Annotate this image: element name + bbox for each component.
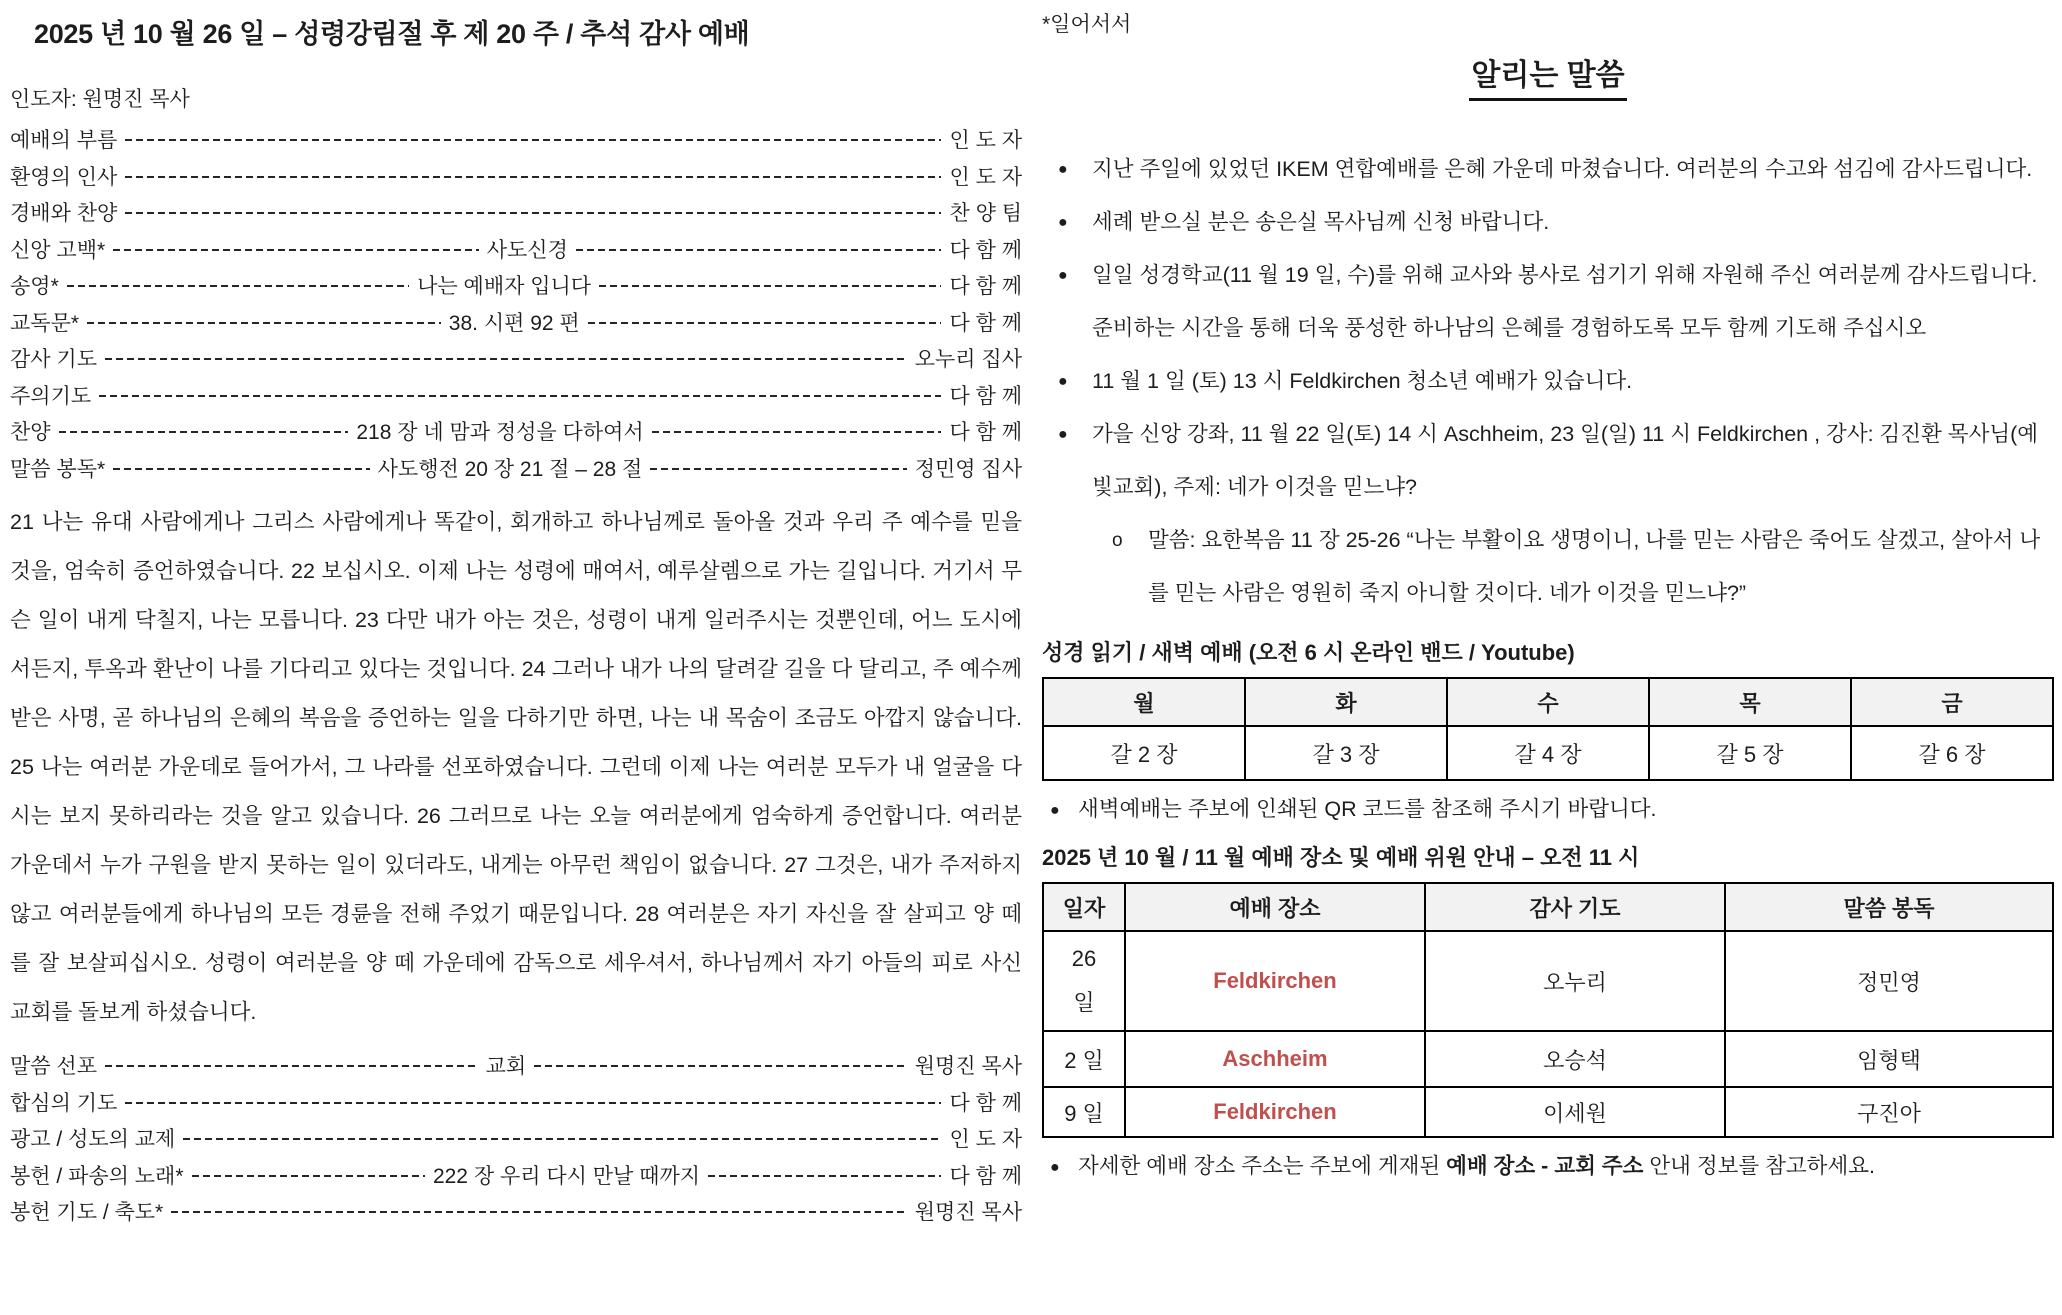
- order-item-assignee: 다 함 께: [949, 1164, 1022, 1188]
- order-item-assignee: 오누리 집사: [914, 348, 1022, 372]
- order-item-assignee: 다 함 께: [949, 421, 1022, 445]
- reading-cell: 정민영: [1725, 931, 2053, 1031]
- dash-leader: [652, 431, 942, 433]
- bulletin-title: 2025 년 10 월 26 일 – 성령강림절 후 제 20 주 / 추석 감사 예배: [34, 19, 750, 49]
- order-item-label: 송영*: [10, 275, 59, 299]
- order-item-label: 신앙 고백*: [10, 238, 106, 262]
- chapter-cell: 갈 2 장: [1043, 726, 1245, 780]
- dash-leader: [708, 1175, 941, 1177]
- dash-leader: [125, 212, 941, 214]
- announcements-heading: 알리는 말씀: [1469, 50, 1626, 101]
- chapter-cell: 갈 5 장: [1649, 726, 1851, 780]
- announcements-heading-wrap: [1042, 50, 2054, 101]
- dash-leader: [125, 1102, 941, 1104]
- bible-reading-heading: 성경 읽기 / 새벽 예배 (오전 6 시 온라인 밴드 / Youtube): [1042, 640, 1575, 665]
- order-item-label: 봉헌 / 파송의 노래*: [10, 1164, 184, 1188]
- day-header: 화: [1245, 678, 1447, 726]
- table-header-row: [1043, 883, 2053, 931]
- address-note: [1042, 1150, 2054, 1182]
- dash-leader: [171, 1211, 907, 1213]
- day-header: 목: [1649, 678, 1851, 726]
- dash-leader: [113, 249, 479, 251]
- order-item-middle: 38. 시편 92 편: [448, 311, 580, 335]
- order-item-label: 합심의 기도: [10, 1091, 118, 1115]
- order-line: [10, 158, 1022, 195]
- order-line: [10, 1084, 1022, 1121]
- announcement-item: [1042, 249, 2054, 355]
- schedule-heading: 2025 년 10 월 / 11 월 예배 장소 및 예배 위원 안내 – 오전 11 시: [1042, 845, 1640, 870]
- reading-cell: 임형택: [1725, 1031, 2053, 1087]
- order-item-assignee: 원명진 목사: [914, 1055, 1023, 1079]
- table-header-row: [1043, 678, 2053, 726]
- prayer-cell: 오누리: [1425, 931, 1725, 1031]
- dash-leader: [599, 285, 941, 287]
- order-line: [10, 121, 1022, 158]
- order-line: [10, 194, 1022, 231]
- order-item-middle: 218 장 네 맘과 정성을 다하여서: [356, 421, 644, 445]
- dash-leader: [105, 358, 907, 360]
- announcement-text: 세례 받으실 분은 송은실 목사님께 신청 바랍니다.: [1092, 210, 1550, 234]
- announcements-list: [1042, 143, 2054, 620]
- order-line: [10, 1120, 1022, 1157]
- announcement-item: [1042, 355, 2054, 408]
- address-note-post: 안내 정보를 참고하세요.: [1643, 1154, 1875, 1178]
- sub-bullet-icon: o: [1112, 530, 1123, 551]
- dash-leader: [59, 431, 349, 433]
- order-item-label: 경배와 찬양: [10, 202, 118, 226]
- dash-leader: [67, 285, 409, 287]
- order-item-label: 말씀 선포: [10, 1055, 97, 1079]
- order-item-middle: 사도행전 20 장 21 절 – 28 절: [377, 457, 643, 481]
- chapter-cell: 갈 6 장: [1851, 726, 2053, 780]
- bullet-icon: ●: [1050, 1159, 1060, 1176]
- dash-leader: [113, 468, 369, 470]
- dawn-service-note-text: 새벽예배는 주보에 인쇄된 QR 코드를 참조해 주시기 바랍니다.: [1078, 797, 1657, 821]
- place-cell: Feldkirchen: [1125, 931, 1425, 1031]
- order-line: [10, 231, 1022, 268]
- dash-leader: [105, 1065, 478, 1067]
- schedule-header: 일자: [1043, 883, 1125, 931]
- scripture-passage: 21 나는 유대 사람에게나 그리스 사람에게나 똑같이, 회개하고 하나님께로 돌아올 것과 우리 주 예수를 믿을 것을, 엄숙히 증언하였습니다. 22 보십시오. 이제 나는 성령에 매여서, 예루살렘으로 가는 길입니다. 거기서 무슨 일이 내게 닥칠지, 나는 모릅니다. 23 다만 내가 아는 것은, 성령이 내게 일러주시는 것뿐인데, 어느 도시에서든지, 투옥과 환난이 나를 기다리고 있다는 것입니다. 24 그러나 내가 나의 달려갈 길을 다 달리고, 주 예수께 받은 사명, 곧 하나님의 은혜의 복음을 증언하는 일을 다하기만 하면, 나는 내 목숨이 조금도 아깝지 않습니다. 25 나는 여러분 가운데로 들어가서, 그 나라를 선포하였습니다. 그런데 이제 나는 여러분 모두가 내 얼굴을 다시는 보지 못하리라는 것을 알고 있습니다. 26 그러므로 나는 오늘 여러분에게 엄숙하게 증언합니다. 여러분 가운데서 누가 구원을 받지 못하는 일이 있더라도, 내게는 아무런 책임이 없습니다. 27 그것은, 내가 주저하지 않고 여러분들에게 하나님의 모든 경륜을 전해 주었기 때문입니다. 28 여러분은 자기 자신을 잘 살피고 양 떼를 잘 보살피십시오. 성령이 여러분을 양 떼 가운데에 감독으로 세우셔서, 하나님께서 자기 아들의 피로 사신 교회를 돌보게 하셨습니다.: [10, 510, 1022, 1024]
- bullet-icon: ●: [1058, 426, 1068, 443]
- bible-reading-table: [1042, 677, 2054, 781]
- worship-order-list: [10, 121, 1022, 486]
- order-item-assignee: 찬 양 팀: [949, 202, 1022, 226]
- presider-line: 인도자: 원명진 목사: [10, 88, 190, 111]
- table-row: [1043, 1087, 2053, 1137]
- bullet-icon: ●: [1058, 267, 1068, 284]
- prayer-cell: 이세원: [1425, 1087, 1725, 1137]
- dash-leader: [87, 322, 441, 324]
- order-item-label: 찬양: [10, 421, 51, 445]
- table-row: [1043, 931, 2053, 1031]
- dash-leader: [99, 395, 941, 397]
- order-item-assignee: 다 함 께: [949, 275, 1022, 299]
- order-line: [10, 413, 1022, 450]
- order-item-assignee: 다 함 께: [949, 311, 1023, 335]
- date-text: 26 일: [1071, 946, 1097, 1015]
- place-cell: Aschheim: [1125, 1031, 1425, 1087]
- schedule-header: 예배 장소: [1125, 883, 1425, 931]
- order-item-middle: 나는 예배자 입니다: [417, 275, 592, 299]
- dash-leader: [534, 1065, 907, 1067]
- dawn-service-note: [1042, 793, 2054, 825]
- order-item-assignee: 인 도 자: [949, 129, 1022, 153]
- announcements-column: [1042, 0, 2054, 1182]
- order-item-label: 봉헌 기도 / 축도*: [10, 1201, 164, 1225]
- place-cell: Feldkirchen: [1125, 1087, 1425, 1137]
- dash-leader: [192, 1175, 425, 1177]
- announcement-item: [1042, 143, 2054, 196]
- bullet-icon: ●: [1058, 373, 1068, 390]
- dash-leader: [576, 249, 942, 251]
- order-item-assignee: 다 함 께: [949, 1091, 1022, 1115]
- order-line: [10, 1157, 1022, 1194]
- standing-note: *일어서서: [1042, 13, 1132, 36]
- announcement-item: [1042, 196, 2054, 249]
- order-item-label: 광고 / 성도의 교제: [10, 1128, 176, 1152]
- dash-leader: [125, 176, 941, 178]
- order-line: [10, 1193, 1022, 1230]
- date-cell: [1043, 931, 1125, 1031]
- order-item-label: 주의기도: [10, 384, 92, 408]
- order-item-label: 감사 기도: [10, 348, 97, 372]
- order-item-label: 교독문*: [10, 311, 80, 335]
- day-header: 월: [1043, 678, 1245, 726]
- dash-leader: [125, 139, 941, 141]
- table-row: [1043, 726, 2053, 780]
- announcement-item: [1042, 408, 2054, 514]
- dash-leader: [183, 1138, 941, 1140]
- order-item-middle: 222 장 우리 다시 만날 때까지: [432, 1164, 701, 1188]
- schedule-header: 말씀 봉독: [1725, 883, 2053, 931]
- order-item-assignee: 정민영 집사: [914, 457, 1022, 481]
- order-item-assignee: 인 도 자: [949, 1128, 1022, 1152]
- chapter-cell: 갈 4 장: [1447, 726, 1649, 780]
- order-line: [10, 1047, 1022, 1084]
- bullet-icon: ●: [1058, 161, 1068, 178]
- order-item-assignee: 원명진 목사: [914, 1201, 1022, 1225]
- address-note-pre: 자세한 예배 장소 주소는 주보에 게재된: [1078, 1154, 1447, 1178]
- order-item-middle: 사도신경: [486, 238, 568, 262]
- order-line: [10, 450, 1022, 487]
- announcement-sub-text: 말씀: 요한복음 11 장 25-26 “나는 부활이요 생명이니, 나를 믿는 사람은 죽어도 살겠고, 살아서 나를 믿는 사람은 영원히 죽지 아니할 것이다. 네가 이것을 믿느냐?”: [1148, 528, 2041, 605]
- date-cell: 9 일: [1043, 1087, 1125, 1137]
- order-item-label: 환영의 인사: [10, 165, 118, 189]
- announcement-text: 지난 주일에 있었던 IKEM 연합예배를 은혜 가운데 마쳤습니다. 여러분의 수고와 섬김에 감사드립니다.: [1092, 157, 2033, 181]
- announcement-text: 가을 신앙 강좌, 11 월 22 일(토) 14 시 Aschheim, 23 일(일) 11 시 Feldkirchen , 강사: 김진환 목사님(예빛교회), 주제: 네가 이것을 믿느냐?: [1092, 422, 2039, 499]
- worship-order-list-after: [10, 1047, 1022, 1230]
- order-line: [10, 340, 1022, 377]
- bullet-icon: ●: [1058, 214, 1068, 231]
- day-header: 수: [1447, 678, 1649, 726]
- day-header: 금: [1851, 678, 2053, 726]
- worship-order-column: [10, 0, 1022, 1230]
- date-cell: 2 일: [1043, 1031, 1125, 1087]
- worship-schedule-table: [1042, 882, 2054, 1138]
- table-row: [1043, 1031, 2053, 1087]
- announcement-text: 11 월 1 일 (토) 13 시 Feldkirchen 청소년 예배가 있습니다.: [1092, 369, 1633, 393]
- order-line: [10, 304, 1022, 341]
- chapter-cell: 갈 3 장: [1245, 726, 1447, 780]
- schedule-header: 감사 기도: [1425, 883, 1725, 931]
- dash-leader: [650, 468, 906, 470]
- announcement-text: 일일 성경학교(11 월 19 일, 수)를 위해 교사와 봉사로 섬기기 위해 자원해 주신 여러분께 감사드립니다. 준비하는 시간을 통해 더욱 풍성한 하나남의 은혜를 경험하도록 모두 함께 기도해 주십시오: [1092, 263, 2038, 340]
- order-line: [10, 267, 1022, 304]
- address-note-bold: 예배 장소 - 교회 주소: [1446, 1154, 1644, 1178]
- order-item-label: 말씀 봉독*: [10, 457, 106, 481]
- order-item-assignee: 다 함 께: [949, 384, 1022, 408]
- order-item-middle: 교회: [485, 1055, 527, 1079]
- prayer-cell: 오승석: [1425, 1031, 1725, 1087]
- order-item-label: 예배의 부름: [10, 129, 118, 153]
- order-line: [10, 377, 1022, 414]
- bullet-icon: ●: [1050, 802, 1060, 819]
- dash-leader: [588, 322, 942, 324]
- announcement-sub-item: [1042, 514, 2054, 620]
- order-item-assignee: 다 함 께: [949, 238, 1022, 262]
- order-item-assignee: 인 도 자: [949, 165, 1022, 189]
- reading-cell: 구진아: [1725, 1087, 2053, 1137]
